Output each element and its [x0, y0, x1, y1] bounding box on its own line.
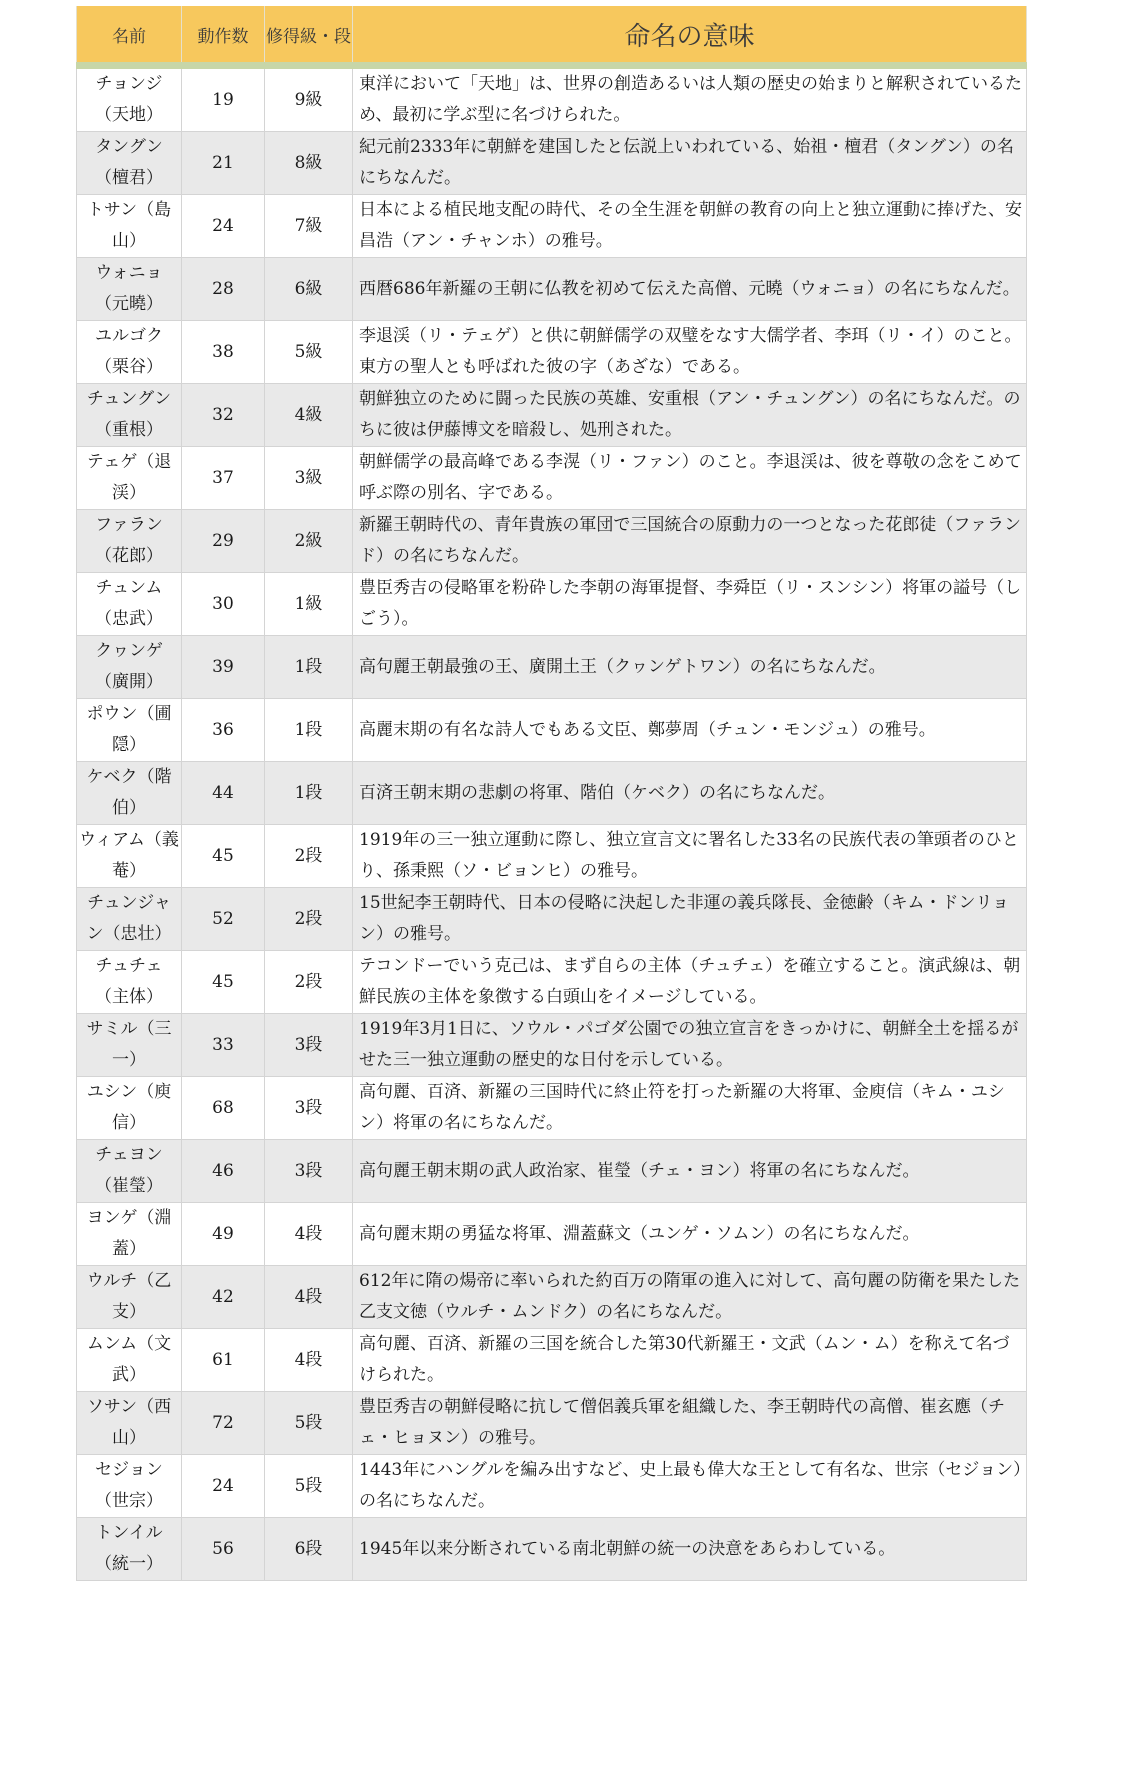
meaning-cell: 高句麗、百済、新羅の三国を統合した第30代新羅王・文武（ムン・ム）を称えて名づけられた。	[353, 1329, 1027, 1392]
rank-cell: 1段	[265, 636, 353, 699]
meaning-cell: 李退渓（リ・テェゲ）と供に朝鮮儒学の双璧をなす大儒学者、李珥（リ・イ）のこと。東方の聖人とも呼ばれた彼の字（あざな）である。	[353, 321, 1027, 384]
forms-table	[76, 6, 1027, 1581]
rank-cell: 5段	[265, 1392, 353, 1455]
table-row	[77, 1392, 1027, 1455]
table-row	[77, 510, 1027, 573]
meaning-cell: 高麗末期の有名な詩人でもある文臣、鄭夢周（チュン・モンジュ）の雅号。	[353, 699, 1027, 762]
rank-cell: 3級	[265, 447, 353, 510]
table-row	[77, 699, 1027, 762]
table-row	[77, 1203, 1027, 1266]
rank-cell: 7級	[265, 195, 353, 258]
rank-cell: 4段	[265, 1266, 353, 1329]
table-row	[77, 951, 1027, 1014]
form-name-cell: ムンム（文武）	[77, 1329, 182, 1392]
rank-cell: 2段	[265, 951, 353, 1014]
meaning-cell: 1443年にハングルを編み出すなど、史上最も偉大な王として有名な、世宗（セジョン）の名にちなんだ。	[353, 1455, 1027, 1518]
table-row	[77, 1329, 1027, 1392]
moves-count-cell: 29	[182, 510, 265, 573]
meaning-cell: 百済王朝末期の悲劇の将軍、階伯（ケベク）の名にちなんだ。	[353, 762, 1027, 825]
form-name-cell: チュンジャン（忠壮）	[77, 888, 182, 951]
moves-count-cell: 21	[182, 132, 265, 195]
meaning-cell: 高句麗、百済、新羅の三国時代に終止符を打った新羅の大将軍、金庾信（キム・ユシン）将軍の名にちなんだ。	[353, 1077, 1027, 1140]
moves-count-cell: 72	[182, 1392, 265, 1455]
form-name-cell: チュンム（忠武）	[77, 573, 182, 636]
table-row	[77, 1014, 1027, 1077]
rank-cell: 6段	[265, 1518, 353, 1581]
meaning-cell: 東洋において「天地」は、世界の創造あるいは人類の歴史の始まりと解釈されているため、最初に学ぶ型に名づけられた。	[353, 66, 1027, 132]
header-meaning: 命名の意味	[353, 6, 1027, 66]
form-name-cell: トンイル（統一）	[77, 1518, 182, 1581]
moves-count-cell: 37	[182, 447, 265, 510]
rank-cell: 2級	[265, 510, 353, 573]
form-name-cell: ユシン（庾信）	[77, 1077, 182, 1140]
table-row	[77, 825, 1027, 888]
table-row	[77, 888, 1027, 951]
form-name-cell: ソサン（西山）	[77, 1392, 182, 1455]
table-row	[77, 1140, 1027, 1203]
form-name-cell: クヮンゲ（廣開）	[77, 636, 182, 699]
rank-cell: 1級	[265, 573, 353, 636]
header-name: 名前	[77, 6, 182, 66]
meaning-cell: 高句麗王朝最強の王、廣開土王（クヮンゲトワン）の名にちなんだ。	[353, 636, 1027, 699]
form-name-cell: チュングン（重根）	[77, 384, 182, 447]
rank-cell: 4級	[265, 384, 353, 447]
form-name-cell: ポウン（圃隠）	[77, 699, 182, 762]
table-row	[77, 447, 1027, 510]
meaning-cell: 新羅王朝時代の、青年貴族の軍団で三国統合の原動力の一つとなった花郎徒（ファランド）の名にちなんだ。	[353, 510, 1027, 573]
moves-count-cell: 30	[182, 573, 265, 636]
rank-cell: 3段	[265, 1014, 353, 1077]
moves-count-cell: 42	[182, 1266, 265, 1329]
meaning-cell: 豊臣秀吉の朝鮮侵略に抗して僧侶義兵軍を組織した、李王朝時代の高僧、崔玄應（チェ・ヒョヌン）の雅号。	[353, 1392, 1027, 1455]
rank-cell: 8級	[265, 132, 353, 195]
meaning-cell: 朝鮮儒学の最高峰である李滉（リ・ファン）のこと。李退渓は、彼を尊敬の念をこめて呼ぶ際の別名、字である。	[353, 447, 1027, 510]
rank-cell: 3段	[265, 1077, 353, 1140]
moves-count-cell: 61	[182, 1329, 265, 1392]
meaning-cell: 高句麗末期の勇猛な将軍、淵蓋蘇文（ユンゲ・ソムン）の名にちなんだ。	[353, 1203, 1027, 1266]
table-row	[77, 384, 1027, 447]
table-row	[77, 258, 1027, 321]
moves-count-cell: 52	[182, 888, 265, 951]
meaning-cell: 高句麗王朝末期の武人政治家、崔瑩（チェ・ヨン）将軍の名にちなんだ。	[353, 1140, 1027, 1203]
form-name-cell: セジョン（世宗）	[77, 1455, 182, 1518]
moves-count-cell: 36	[182, 699, 265, 762]
meaning-cell: 朝鮮独立のために闘った民族の英雄、安重根（アン・チュングン）の名にちなんだ。のちに彼は伊藤博文を暗殺し、処刑された。	[353, 384, 1027, 447]
rank-cell: 6級	[265, 258, 353, 321]
rank-cell: 9級	[265, 66, 353, 132]
form-name-cell: ウルチ（乙支）	[77, 1266, 182, 1329]
moves-count-cell: 24	[182, 1455, 265, 1518]
meaning-cell: 612年に隋の煬帝に率いられた約百万の隋軍の進入に対して、高句麗の防衛を果たした乙支文徳（ウルチ・ムンドク）の名にちなんだ。	[353, 1266, 1027, 1329]
moves-count-cell: 32	[182, 384, 265, 447]
rank-cell: 3段	[265, 1140, 353, 1203]
rank-cell: 4段	[265, 1203, 353, 1266]
rank-cell: 5段	[265, 1455, 353, 1518]
table-row	[77, 1455, 1027, 1518]
rank-cell: 2段	[265, 888, 353, 951]
form-name-cell: チュチェ（主体）	[77, 951, 182, 1014]
table-row	[77, 66, 1027, 132]
moves-count-cell: 19	[182, 66, 265, 132]
form-name-cell: ファラン（花郎）	[77, 510, 182, 573]
moves-count-cell: 44	[182, 762, 265, 825]
form-name-cell: テェゲ（退渓）	[77, 447, 182, 510]
header-moves: 動作数	[182, 6, 265, 66]
table-row	[77, 573, 1027, 636]
table-row	[77, 195, 1027, 258]
moves-count-cell: 24	[182, 195, 265, 258]
form-name-cell: ユルゴク（栗谷）	[77, 321, 182, 384]
meaning-cell: 豊臣秀吉の侵略軍を粉砕した李朝の海軍提督、李舜臣（リ・スンシン）将軍の謚号（しごう）。	[353, 573, 1027, 636]
form-name-cell: ウォニョ（元曉）	[77, 258, 182, 321]
moves-count-cell: 38	[182, 321, 265, 384]
table-row	[77, 1518, 1027, 1581]
form-name-cell: チョンジ（天地）	[77, 66, 182, 132]
meaning-cell: 1945年以来分断されている南北朝鮮の統一の決意をあらわしている。	[353, 1518, 1027, 1581]
form-name-cell: ケベク（階伯）	[77, 762, 182, 825]
form-name-cell: チェヨン（崔瑩）	[77, 1140, 182, 1203]
table-row	[77, 1077, 1027, 1140]
table-body	[77, 66, 1027, 1581]
form-name-cell: サミル（三一）	[77, 1014, 182, 1077]
moves-count-cell: 39	[182, 636, 265, 699]
form-name-cell: ウィアム（義菴）	[77, 825, 182, 888]
header-rank: 修得級・段	[265, 6, 353, 66]
moves-count-cell: 45	[182, 951, 265, 1014]
moves-count-cell: 28	[182, 258, 265, 321]
rank-cell: 5級	[265, 321, 353, 384]
meaning-cell: 紀元前2333年に朝鮮を建国したと伝説上いわれている、始祖・檀君（タングン）の名にちなんだ。	[353, 132, 1027, 195]
rank-cell: 2段	[265, 825, 353, 888]
meaning-cell: 1919年3月1日に、ソウル・パゴダ公園での独立宣言をきっかけに、朝鮮全土を揺るがせた三一独立運動の歴史的な日付を示している。	[353, 1014, 1027, 1077]
form-name-cell: ヨンゲ（淵蓋）	[77, 1203, 182, 1266]
table-row	[77, 1266, 1027, 1329]
rank-cell: 1段	[265, 699, 353, 762]
table-row	[77, 636, 1027, 699]
moves-count-cell: 49	[182, 1203, 265, 1266]
meaning-cell: テコンドーでいう克己は、まず自らの主体（チュチェ）を確立すること。演武線は、朝鮮民族の主体を象徴する白頭山をイメージしている。	[353, 951, 1027, 1014]
table-row	[77, 132, 1027, 195]
rank-cell: 1段	[265, 762, 353, 825]
moves-count-cell: 33	[182, 1014, 265, 1077]
meaning-cell: 15世紀李王朝時代、日本の侵略に決起した非運の義兵隊長、金徳齢（キム・ドンリョン）の雅号。	[353, 888, 1027, 951]
moves-count-cell: 56	[182, 1518, 265, 1581]
table-row	[77, 762, 1027, 825]
moves-count-cell: 46	[182, 1140, 265, 1203]
meaning-cell: 日本による植民地支配の時代、その全生涯を朝鮮の教育の向上と独立運動に捧げた、安昌浩（アン・チャンホ）の雅号。	[353, 195, 1027, 258]
meaning-cell: 1919年の三一独立運動に際し、独立宣言文に署名した33名の民族代表の筆頭者のひとり、孫秉熙（ソ・ビョンヒ）の雅号。	[353, 825, 1027, 888]
forms-table-container	[76, 6, 1026, 1581]
form-name-cell: タングン（檀君）	[77, 132, 182, 195]
rank-cell: 4段	[265, 1329, 353, 1392]
table-header-row	[77, 6, 1027, 66]
moves-count-cell: 45	[182, 825, 265, 888]
table-row	[77, 321, 1027, 384]
meaning-cell: 西暦686年新羅の王朝に仏教を初めて伝えた高僧、元曉（ウォニョ）の名にちなんだ。	[353, 258, 1027, 321]
moves-count-cell: 68	[182, 1077, 265, 1140]
form-name-cell: トサン（島山）	[77, 195, 182, 258]
